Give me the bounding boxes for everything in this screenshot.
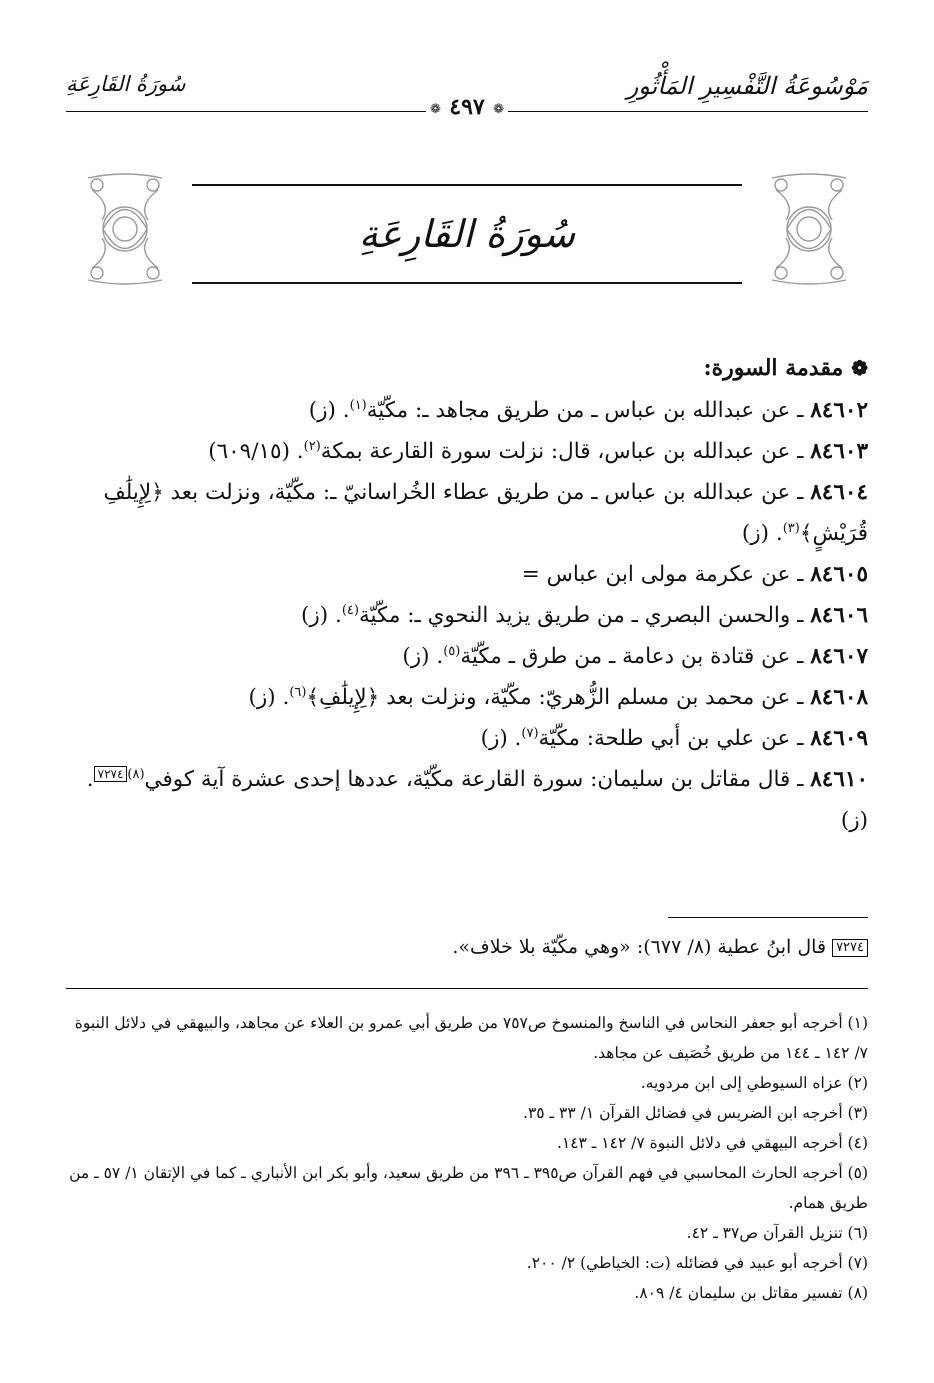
narration-number: ٨٤٦٠٤ (810, 480, 868, 505)
footnote: (٦) تنزيل القرآن ص٣٧ ـ ٤٢. (686, 1224, 868, 1242)
narration-tail: . (ز) (308, 398, 350, 423)
running-header (66, 70, 868, 120)
narration-entry (66, 595, 868, 636)
narration-entry (66, 554, 868, 595)
narration-tail: . (ز) (86, 767, 868, 833)
footnote-marker[interactable]: (٨) (127, 766, 145, 782)
narration-number: ٨٤٦٠٦ (810, 603, 868, 628)
footnotes-rule (66, 988, 868, 989)
footnote: (٢) عزاه السيوطي إلى ابن مردويه. (640, 1074, 868, 1092)
commentary (66, 928, 868, 966)
ornament-icon: ❁ (493, 102, 504, 117)
title-rule-bottom (192, 282, 742, 284)
footnote-marker[interactable]: (٥) (443, 643, 461, 659)
commentary-text: قال ابنُ عطية (٨/ ٦٧٧): «وهي مكّيّة بلا خلاف». (452, 936, 827, 958)
narration-entry (66, 472, 868, 554)
narration-number: ٨٤٦٠٧ (810, 644, 868, 669)
footnotes (66, 1008, 868, 1308)
narration-tail: . (ز) (741, 521, 783, 546)
narration-entry (66, 759, 868, 841)
footnote: (٤) أخرجه البيهقي في دلائل النبوة ٧/ ١٤٢ ـ ١٤٣. (556, 1134, 868, 1152)
narration-text: ـ عن عبدالله بن عباس ـ من طريق مجاهد ـ: مكّيّة (366, 398, 811, 423)
narration-number: ٨٤٦١٠ (810, 767, 868, 792)
footnote: (٨) تفسير مقاتل بن سليمان ٤/ ٨٠٩. (634, 1284, 868, 1302)
footnote-marker[interactable]: (٣) (782, 520, 800, 536)
narration-number: ٨٤٦٠٥ (810, 562, 868, 587)
footnote-marker[interactable]: (٦) (289, 684, 307, 700)
flower-icon: ❁ (851, 356, 868, 380)
narration-text: ـ عن محمد بن مسلم الزُّهريّ: مكّيّة، ونزلت بعد ﴿لِإِيلَٰفِ﴾ (306, 685, 811, 710)
section-heading-text: مقدمة السورة: (703, 355, 844, 381)
narration-text: ـ والحسن البصري ـ من طريق يزيد النحوي ـ: مكّيّة (358, 603, 811, 628)
narration-text: ـ عن عبدالله بن عباس ـ من طريق عطاء الخُراسانيّ ـ: مكّيّة، ونزلت بعد ﴿لِإِيلَٰفِ قُرَيْشٍ﴾ (103, 480, 868, 546)
commentary-number-box: ٧٢٧٤ (832, 939, 868, 957)
footnote-marker[interactable]: (٢) (303, 438, 321, 454)
narration-entry (66, 390, 868, 431)
narration-entry (66, 636, 868, 677)
narration-entry (66, 718, 868, 759)
arabesque-ornament-icon (766, 170, 852, 288)
narration-entry (66, 677, 868, 718)
header-rule (66, 94, 868, 120)
narration-text: ـ عن قتادة بن دعامة ـ من طرق ـ مكّيّة (460, 644, 811, 669)
narration-tail: . (٦٠٩/١٥) (208, 439, 304, 464)
footnote: (١) أخرجه أبو جعفر النحاس في الناسخ والمنسوخ ص٧٥٧ من طريق أبي عمرو بن العلاء عن مجاهد، والبيهقي في دلائل النبوة ٧/ ١٤٢ ـ ١٤٤ من طريق خُصَيف عن مجاهد. (74, 1014, 868, 1062)
footnote: (٣) أخرجه ابن الضريس في فضائل القرآن ١/ ٣٣ ـ ٣٥. (523, 1104, 868, 1122)
main-text (66, 346, 868, 841)
book-title: مَوْسُوعَةُ التَّفْسِيرِ المَأْثُورِ (626, 72, 868, 100)
narration-number: ٨٤٦٠٨ (810, 685, 868, 710)
narration-tail: . (ز) (480, 726, 522, 751)
narration-number: ٨٤٦٠٩ (810, 726, 868, 751)
narration-text: ـ عن عبدالله بن عباس، قال: نزلت سورة القارعة بمكة (320, 439, 811, 464)
narration-number: ٨٤٦٠٣ (810, 439, 868, 464)
narration-tail: . (ز) (248, 685, 290, 710)
surah-title-block (82, 170, 852, 295)
narration-tail: . (ز) (301, 603, 342, 628)
ornament-icon: ❁ (430, 102, 441, 117)
footnote-marker[interactable]: (١) (349, 397, 367, 413)
surah-title: سُورَةُ القَارِعَةِ (358, 212, 576, 256)
header-rule-right (508, 111, 868, 112)
narration-entry (66, 431, 868, 472)
section-heading (66, 346, 868, 390)
narration-text: ـ عن علي بن أبي طلحة: مكّيّة (538, 726, 811, 751)
footnote-marker[interactable]: (٧) (521, 725, 539, 741)
title-rule-top (192, 184, 742, 186)
footnote: (٧) أخرجه أبو عبيد في فضائله (ت: الخياطي) ٢/ ٢٠٠. (526, 1254, 868, 1272)
page-number: ٤٩٧ (449, 94, 485, 120)
footnote: (٥) أخرجه الحارث المحاسبي في فهم القرآن ص٣٩٥ ـ ٣٩٦ من طريق سعيد، وأبو بكر ابن الأنباري ـ كما في الإتقان ١/ ٥٧ ـ من طريق همام. (69, 1164, 868, 1212)
running-surah-name: سُورَةُ القَارِعَةِ (66, 72, 186, 96)
commentary-reference-box[interactable]: ٧٢٧٤ (94, 766, 128, 782)
narration-tail: . (ز) (402, 644, 444, 669)
narration-text: ـ عن عكرمة مولى ابن عباس = (521, 562, 811, 587)
narration-text: ـ قال مقاتل بن سليمان: سورة القارعة مكّيّة، عددها إحدى عشرة آية كوفي (144, 767, 811, 792)
footnote-marker[interactable]: (٤) (341, 602, 359, 618)
commentary-rule (668, 917, 868, 918)
narration-number: ٨٤٦٠٢ (810, 398, 868, 423)
